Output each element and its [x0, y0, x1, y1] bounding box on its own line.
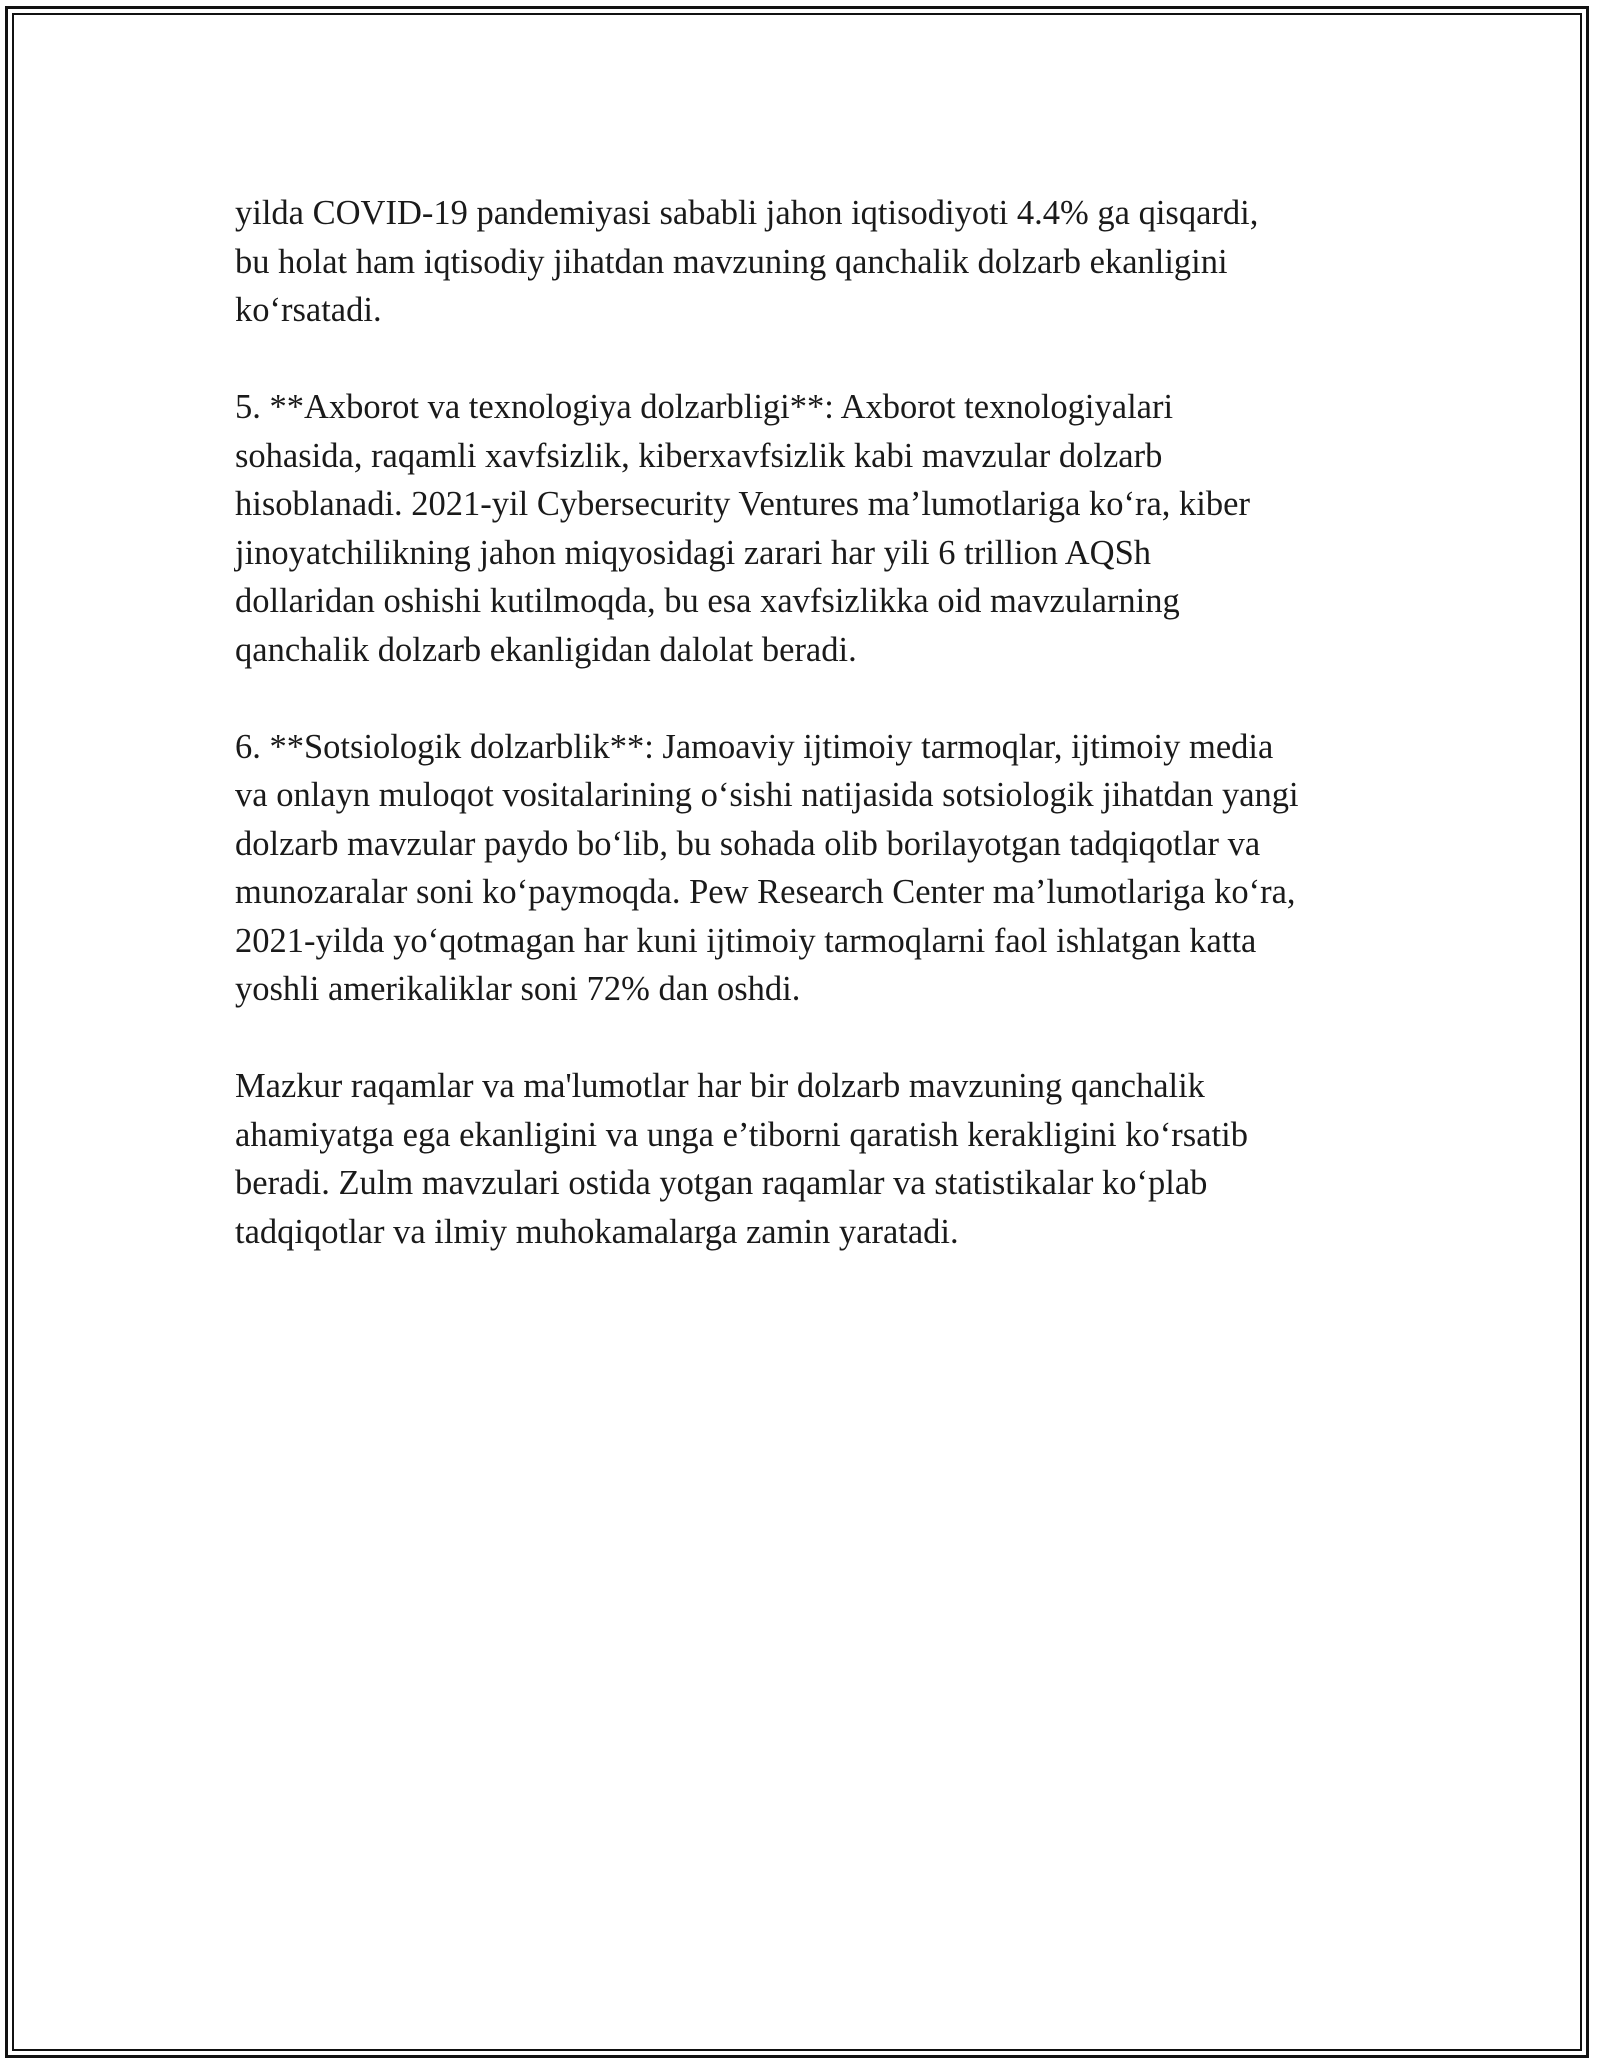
- paragraph-sociological-relevance: 6. **Sotsiologik dolzarblik**: Jamoaviy ijtimoiy tarmoqlar, ijtimoiy media va onlayn muloqot vositalarining o‘sishi natijasida sotsiologik jihatdan yangi dolzarb mavzular paydo bo‘lib, bu sohada olib borilayotgan tadqiqotlar va munozaralar soni ko‘paymoqda. Pew Research Center ma’lumotlariga ko‘ra, 2021-yilda yo‘qotmagan har kuni ijtimoiy tarmoqlarni faol ishlatgan katta yoshli amerikaliklar soni 72% dan oshdi.: [235, 727, 1299, 1008]
- paragraph-information-technology: 5. **Axborot va texnologiya dolzarbligi**: Axborot texnologiyalari sohasida, raqamli xavfsizlik, kiberxavfsizlik kabi mavzular dolzarb hisoblanadi. 2021-yil Cybersecurity Ventures ma’lumotlariga ko‘ra, kiber jinoyatchilikning jahon miqyosidagi zarari har yili 6 trillion AQSh dollaridan oshishi kutilmoqda, bu esa xavfsizlikka oid mavzularning qanchalik dolzarb ekanligidan dalolat beradi.: [235, 388, 1250, 669]
- paragraph-economic-relevance: yilda COVID-19 pandemiyasi sababli jahon iqtisodiyoti 4.4% ga qisqardi, bu holat ham iqtisodiy jihatdan mavzuning qanchalik dolzarb ekanligini ko‘rsatadi.: [235, 194, 1259, 329]
- document-body: [235, 189, 1375, 1305]
- paragraph-conclusion: Mazkur raqamlar va ma'lumotlar har bir dolzarb mavzuning qanchalik ahamiyatga ega ekanligini va unga e’tiborni qaratish kerakligini ko‘rsatib beradi. Zulm mavzulari ostida yotgan raqamlar va statistikalar ko‘plab tadqiqotlar va ilmiy muhokamalarga zamin yaratadi.: [235, 1067, 1248, 1251]
